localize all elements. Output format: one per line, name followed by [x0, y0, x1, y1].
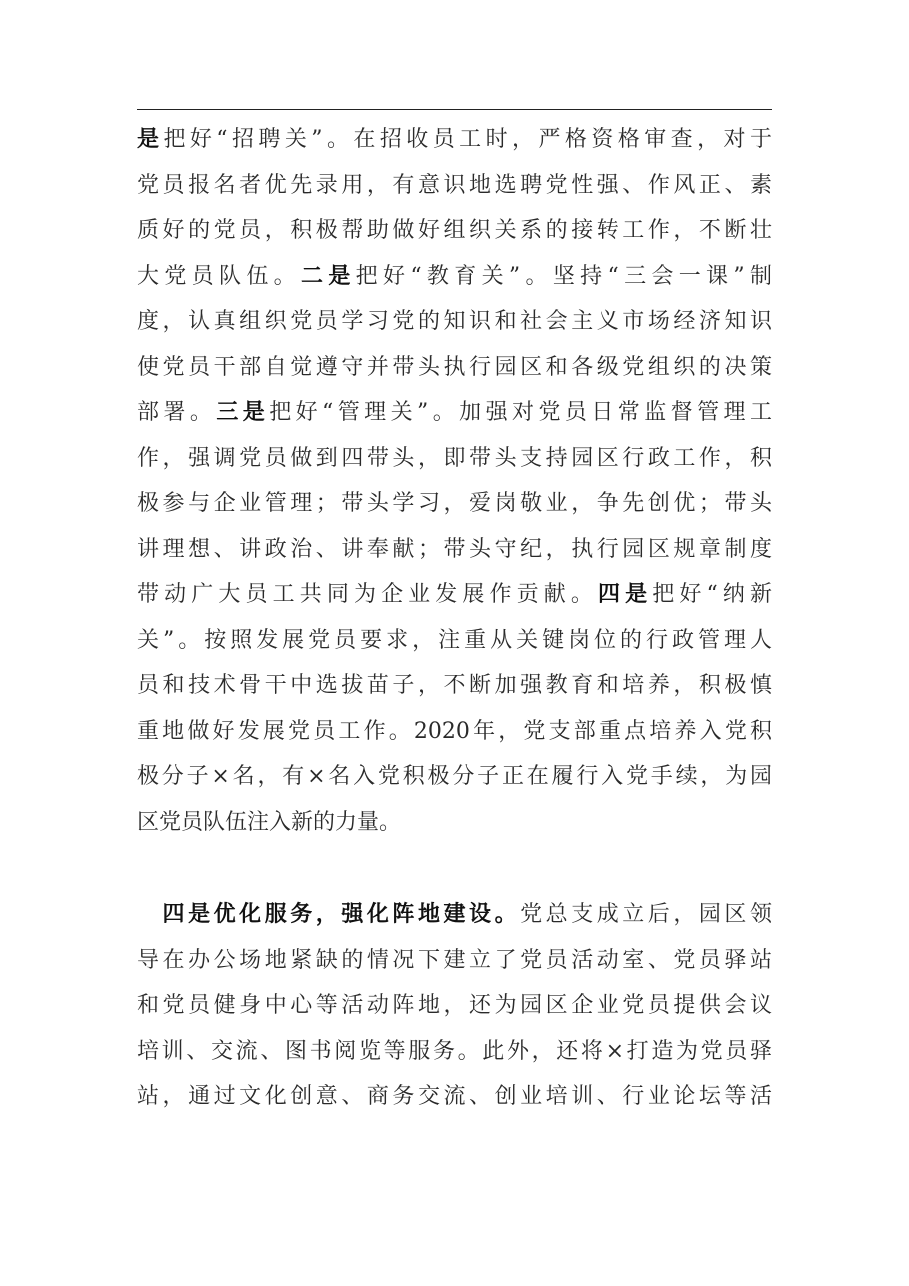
text-run: 区党员队伍注入新的力量。 [137, 809, 402, 835]
text-line [137, 1074, 772, 1120]
text-run: 极分子×名，有×名入党积极分子正在履行入党手续，为园 [137, 764, 772, 789]
text-line [137, 800, 772, 846]
text-run: 把好“教育关”。坚持“三会一课”制 [355, 263, 772, 289]
text-run: 重地做好发展党员工作。2020年，党支部重点培养入党积 [137, 718, 772, 744]
text-line [137, 754, 772, 800]
text-run: 关”。按照发展党员要求，注重从关键岗位的行政管理人 [137, 627, 772, 653]
text-line [137, 938, 772, 984]
text-line [137, 436, 772, 482]
text-run: 带动广大员工共同为企业发展作贡献。 [137, 582, 599, 607]
bold-text-run: 是 [137, 126, 164, 152]
text-line [137, 572, 772, 618]
text-run: 作，强调党员做到四带头，即带头支持园区行政工作，积 [137, 445, 772, 471]
text-run: 和党员健身中心等活动阵地，还为园区企业党员提供会议 [137, 993, 772, 1018]
text-line [137, 390, 772, 436]
bold-text-run: 三是 [216, 399, 270, 425]
bold-text-run: 四是优化服务，强化阵地建设。 [137, 901, 521, 927]
text-line [137, 299, 772, 345]
text-line [137, 618, 772, 664]
paragraph-2 [137, 892, 772, 1120]
text-run: 度，认真组织党员学习党的知识和社会主义市场经济知识 [137, 309, 772, 334]
text-run: 大党员队伍。 [137, 263, 301, 289]
text-line [137, 254, 772, 300]
text-line [137, 1029, 772, 1075]
text-run: 质好的党员，积极帮助做好组织关系的接转工作，不断壮 [137, 218, 772, 243]
text-line [137, 481, 772, 527]
text-run: 把好“纳新 [652, 582, 772, 607]
text-line [137, 527, 772, 573]
text-line [137, 709, 772, 755]
text-line [137, 208, 772, 254]
text-run: 员和技术骨干中选拔苗子，不断加强教育和培养，积极慎 [137, 673, 772, 698]
text-run: 把好“管理关”。加强对党员日常监督管理工 [269, 400, 772, 425]
text-run: 讲理想、讲政治、讲奉献；带头守纪，执行园区规章制度 [137, 536, 772, 562]
bold-text-run: 四是 [598, 581, 653, 607]
top-rule-divider [137, 109, 772, 110]
text-line [137, 663, 772, 709]
text-run: 极参与企业管理；带头学习，爱岗敬业，争先创优；带头 [137, 491, 772, 516]
text-run: 站，通过文化创意、商务交流、创业培训、行业论坛等活 [137, 1084, 772, 1109]
text-run: 使党员干部自觉遵守并带头执行园区和各级党组织的决策 [137, 354, 772, 380]
text-run: 党总支成立后，园区领 [520, 902, 772, 927]
text-run: 部署。 [137, 400, 217, 425]
paragraph-1 [137, 117, 772, 845]
text-run: 党员报名者优先录用，有意识地选聘党性强、作风正、素 [137, 172, 772, 198]
text-run: 把好“招聘关”。在招收员工时，严格资格审查，对于 [163, 127, 772, 152]
text-run: 培训、交流、图书阅览等服务。此外，还将×打造为党员驿 [137, 1038, 772, 1064]
bold-text-run: 二是 [301, 262, 356, 289]
text-line [137, 892, 772, 938]
text-line [137, 345, 772, 391]
text-line [137, 983, 772, 1029]
text-line [137, 163, 772, 209]
text-run: 导在办公场地紧缺的情况下建立了党员活动室、党员驿站 [137, 947, 772, 973]
text-line [137, 117, 772, 163]
